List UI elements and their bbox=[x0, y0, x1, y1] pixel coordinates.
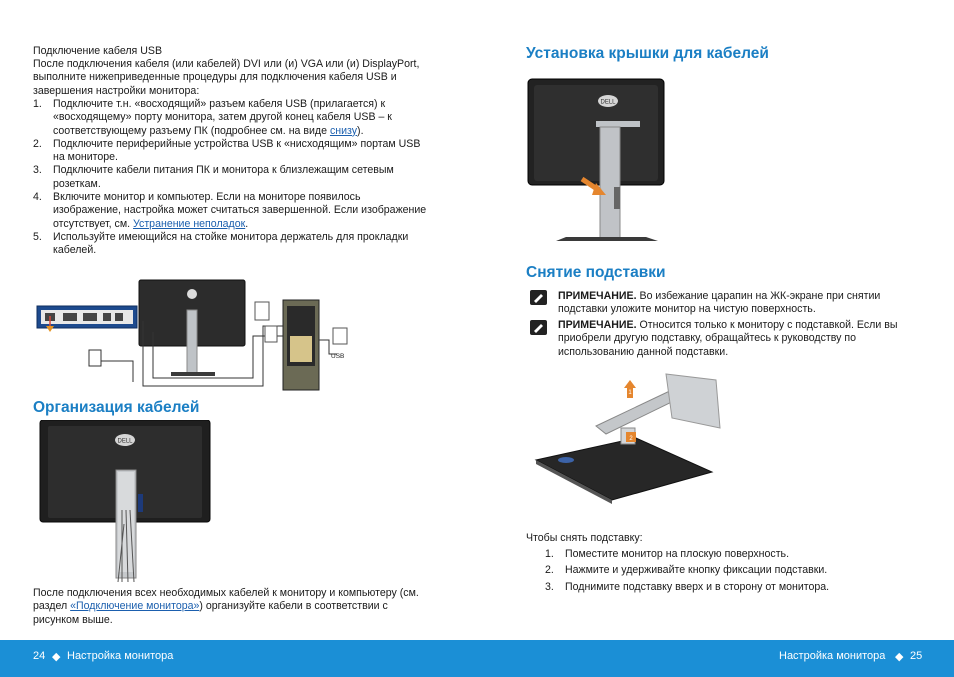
page-footer bbox=[0, 640, 954, 677]
usb-intro: После подключения кабеля (или кабелей) DVI или (и) VGA или (и) DisplayPort, выполните нижеприведенные процедуры для подключения кабеля USB и завершения настройки монитора: bbox=[33, 58, 420, 97]
cable-cover-heading: Установка крышки для кабелей bbox=[526, 45, 769, 62]
dell-logo: DELL bbox=[600, 99, 616, 106]
link-troubleshooting[interactable]: Устранение неполадок bbox=[133, 217, 246, 230]
list-item: 2. Нажмите и удерживайте кнопку фиксации подставки. bbox=[545, 564, 828, 577]
list-item: 3. Поднимите подставку вверх и в сторону от монитора. bbox=[545, 580, 830, 593]
callout-2: 2 bbox=[629, 436, 633, 442]
list-item: 5. Используйте имеющийся на стойке монитора держатель для прокладки кабелей. bbox=[33, 230, 409, 257]
callout-1: 1 bbox=[628, 390, 632, 396]
stand-removal-heading: Снятие подставки bbox=[526, 264, 666, 281]
diamond-icon: ◆ bbox=[895, 651, 904, 663]
dell-logo: DELL bbox=[117, 438, 133, 445]
list-item: 1. Подключите т.н. «восходящий» разъем кабеля USB (прилагается) к «восходящему» порту монитора, затем другой конец кабеля USB – к соответствующему разъему ПК (подробнее см. на виде снизу). bbox=[33, 98, 392, 137]
list-item: 2. Подключите периферийные устройства USB к «нисходящим» портам USB на мониторе. bbox=[33, 137, 421, 164]
note-icon bbox=[530, 290, 547, 305]
usb-steps-list bbox=[33, 98, 428, 258]
cable-management-image bbox=[38, 420, 213, 582]
note-icon bbox=[530, 320, 547, 335]
list-item: 4. Включите монитор и компьютер. Если на мониторе появилось изображение, настройка может считаться завершенной. Если изображение отсутствует, см. Устранение неполадок. bbox=[33, 191, 427, 230]
note-1: ПРИМЕЧАНИЕ. Во избежание царапин на ЖК-экране при снятии подставки уложите монитор на чистую поверхность. bbox=[558, 290, 881, 316]
link-below-view[interactable]: снизу bbox=[329, 124, 358, 137]
note-2: ПРИМЕЧАНИЕ. Относится только к монитору с подставкой. Если вы приобрели другую подставку, обращайтесь к руководству по использованию данной подставки. bbox=[558, 319, 898, 358]
stand-removal-image bbox=[526, 368, 726, 504]
remove-intro: Чтобы снять подставку: bbox=[526, 532, 643, 544]
page-number-left: 24 bbox=[33, 650, 46, 662]
cable-cover-image bbox=[526, 77, 666, 243]
usb-connection-diagram bbox=[33, 276, 363, 396]
usb-label: USB bbox=[331, 353, 345, 360]
cable-management-heading: Организация кабелей bbox=[33, 399, 200, 416]
list-item: 3. Подключите кабели питания ПК и монитора к близлежащим сетевым розеткам. bbox=[33, 164, 394, 190]
usb-section-title: Подключение кабеля USB bbox=[33, 45, 163, 57]
list-item: 1. Поместите монитор на плоскую поверхность. bbox=[545, 548, 790, 560]
link-connect-monitor[interactable]: «Подключение монитора» bbox=[70, 600, 200, 613]
remove-steps-list bbox=[545, 548, 925, 594]
cable-management-text: После подключения всех необходимых кабелей к монитору и компьютеру (см. раздел «Подключение монитора») организуйте кабели в соответствии с рисунком выше. bbox=[33, 587, 419, 626]
footer-section-right: Настройка монитора bbox=[779, 650, 886, 662]
page-number-right: 25 bbox=[910, 650, 923, 662]
diamond-icon: ◆ bbox=[52, 651, 61, 663]
footer-section-left: Настройка монитора bbox=[67, 650, 174, 662]
